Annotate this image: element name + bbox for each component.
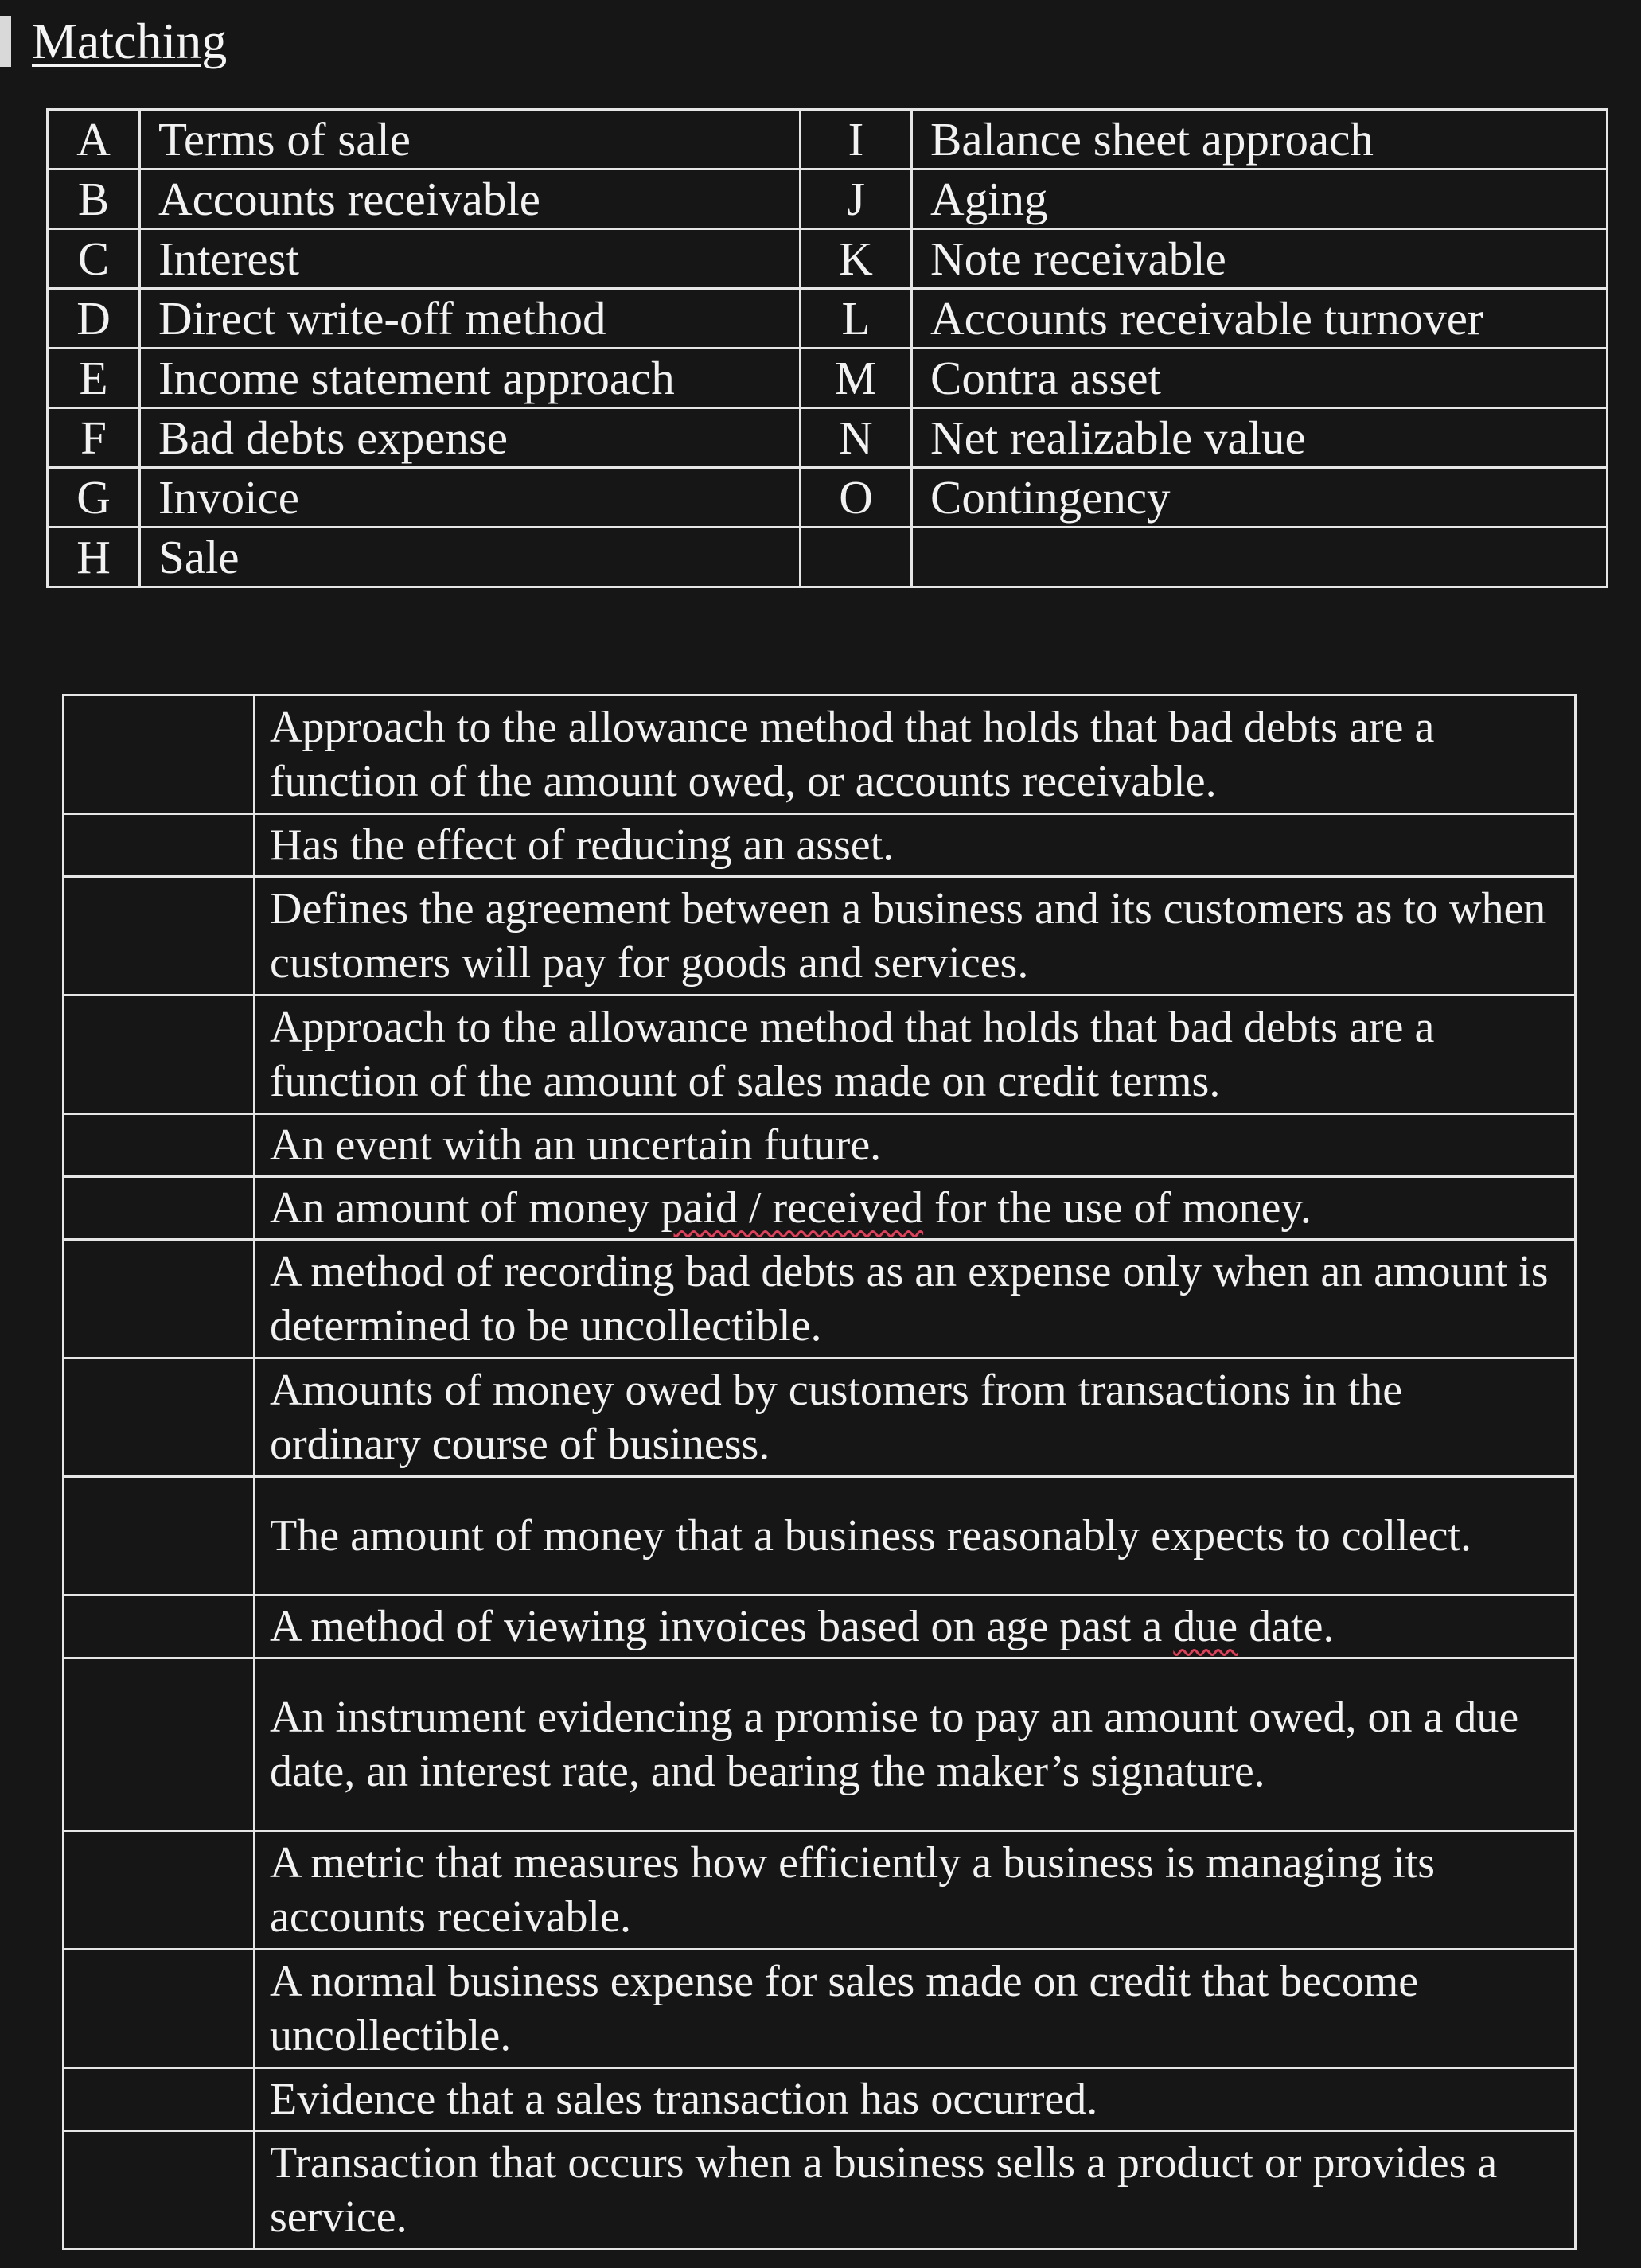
term-text: Contra asset	[912, 349, 1608, 408]
definition-text: Amounts of money owed by customers from transactions in the ordinary course of business.	[255, 1358, 1576, 1477]
term-text: Income statement approach	[140, 349, 801, 408]
terms-row	[48, 408, 1608, 468]
answer-blank[interactable]	[64, 2068, 255, 2131]
term-letter: D	[48, 289, 140, 349]
answer-blank[interactable]	[64, 1177, 255, 1240]
definition-row	[64, 1831, 1576, 1950]
term-letter: C	[48, 229, 140, 289]
answer-blank[interactable]	[64, 1831, 255, 1950]
answer-blank[interactable]	[64, 2131, 255, 2250]
definition-row	[64, 877, 1576, 996]
answer-blank[interactable]	[64, 877, 255, 996]
term-text: Accounts receivable	[140, 170, 801, 229]
term-text: Aging	[912, 170, 1608, 229]
definition-row	[64, 2068, 1576, 2131]
definition-text: Approach to the allowance method that holds that bad debts are a function of the amount of sales made on credit terms.	[255, 996, 1576, 1114]
answer-blank[interactable]	[64, 814, 255, 877]
answer-blank[interactable]	[64, 1114, 255, 1177]
terms-row	[48, 468, 1608, 528]
definition-row	[64, 1950, 1576, 2068]
term-text: Balance sheet approach	[912, 110, 1608, 170]
definition-row	[64, 1114, 1576, 1177]
definition-text: Defines the agreement between a business and its customers as to when customers will pay for goods and services.	[255, 877, 1576, 996]
terms-row	[48, 110, 1608, 170]
term-text: Sale	[140, 528, 801, 587]
definition-text: Transaction that occurs when a business sells a product or provides a service.	[255, 2131, 1576, 2250]
page-title	[0, 10, 227, 73]
answer-blank[interactable]	[64, 1596, 255, 1658]
definition-row	[64, 1477, 1576, 1596]
definition-text: A normal business expense for sales made on credit that become uncollectible.	[255, 1950, 1576, 2068]
definition-row	[64, 996, 1576, 1114]
term-letter: N	[801, 408, 912, 468]
definition-text-before: An amount of money	[270, 1183, 661, 1233]
term-letter: F	[48, 408, 140, 468]
definition-text: A method of recording bad debts as an expense only when an amount is determined to be uncollectible.	[255, 1240, 1576, 1358]
terms-row	[48, 528, 1608, 587]
terms-row	[48, 170, 1608, 229]
terms-row	[48, 229, 1608, 289]
answer-blank[interactable]	[64, 1477, 255, 1596]
term-text: Accounts receivable turnover	[912, 289, 1608, 349]
term-letter: J	[801, 170, 912, 229]
term-text: Bad debts expense	[140, 408, 801, 468]
definitions-table	[62, 694, 1577, 2250]
definition-row	[64, 1596, 1576, 1658]
definition-row	[64, 814, 1576, 877]
answer-blank[interactable]	[64, 1950, 255, 2068]
term-text: Contingency	[912, 468, 1608, 528]
answer-blank[interactable]	[64, 1658, 255, 1831]
definition-text: A metric that measures how efficiently a business is managing its accounts receivable.	[255, 1831, 1576, 1950]
terms-row	[48, 289, 1608, 349]
term-letter: I	[801, 110, 912, 170]
definition-text-after: for the use of money.	[923, 1183, 1312, 1233]
definition-text: Has the effect of reducing an asset.	[255, 814, 1576, 877]
answer-blank[interactable]	[64, 696, 255, 814]
definition-text	[255, 1596, 1576, 1658]
term-letter: H	[48, 528, 140, 587]
definition-row	[64, 1240, 1576, 1358]
definition-row	[64, 2131, 1576, 2250]
definition-text-after: date.	[1238, 1602, 1335, 1651]
definition-row	[64, 1658, 1576, 1831]
definition-row	[64, 1177, 1576, 1240]
definition-text: Evidence that a sales transaction has occurred.	[255, 2068, 1576, 2131]
terms-table	[46, 108, 1608, 588]
term-letter: A	[48, 110, 140, 170]
page-title-text: Matching	[32, 13, 228, 69]
term-letter-empty	[801, 528, 912, 587]
answer-blank[interactable]	[64, 1240, 255, 1358]
answer-blank[interactable]	[64, 1358, 255, 1477]
definition-text: An event with an uncertain future.	[255, 1114, 1576, 1177]
spellcheck-marked-text: due	[1173, 1602, 1238, 1651]
term-letter: G	[48, 468, 140, 528]
term-letter: E	[48, 349, 140, 408]
spellcheck-marked-text: paid / received	[661, 1183, 924, 1233]
term-text-empty	[912, 528, 1608, 587]
definition-text: An instrument evidencing a promise to pay an amount owed, on a due date, an interest rate, and bearing the maker’s signature.	[255, 1658, 1576, 1831]
definition-row	[64, 1358, 1576, 1477]
terms-row	[48, 349, 1608, 408]
definition-text: Approach to the allowance method that holds that bad debts are a function of the amount owed, or accounts receivable.	[255, 696, 1576, 814]
term-letter: B	[48, 170, 140, 229]
term-text: Direct write-off method	[140, 289, 801, 349]
definition-text: The amount of money that a business reasonably expects to collect.	[255, 1477, 1576, 1596]
definition-row	[64, 696, 1576, 814]
answer-blank[interactable]	[64, 996, 255, 1114]
term-text: Terms of sale	[140, 110, 801, 170]
definition-text	[255, 1177, 1576, 1240]
term-text: Note receivable	[912, 229, 1608, 289]
term-text: Invoice	[140, 468, 801, 528]
term-text: Interest	[140, 229, 801, 289]
term-letter: K	[801, 229, 912, 289]
term-letter: M	[801, 349, 912, 408]
term-letter: L	[801, 289, 912, 349]
term-text: Net realizable value	[912, 408, 1608, 468]
definition-text-before: A method of viewing invoices based on age past a	[270, 1602, 1174, 1651]
title-marker	[0, 16, 11, 67]
term-letter: O	[801, 468, 912, 528]
